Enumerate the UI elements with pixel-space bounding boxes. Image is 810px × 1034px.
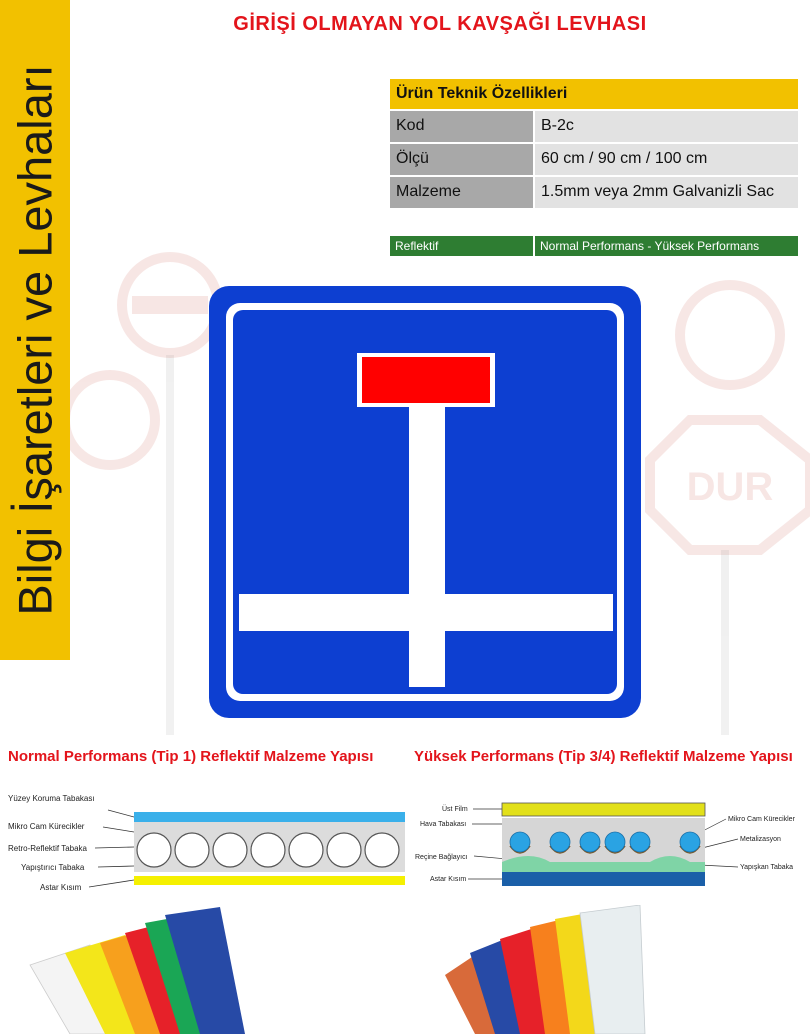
label-metalizasyon: Metalizasyon bbox=[740, 836, 781, 843]
sign-vertical-road bbox=[409, 407, 445, 687]
label-yapiskan-tabaka: Yapışkan Tabaka bbox=[740, 864, 794, 871]
spec-value: Normal Performans - Yüksek Performans bbox=[535, 236, 798, 256]
bg-sign-circle bbox=[680, 285, 780, 385]
side-banner-text: Bilgi İşaretleri ve Levhaları bbox=[8, 64, 62, 616]
sign-red-bar bbox=[362, 357, 490, 403]
bg-sign-circle bbox=[70, 375, 155, 465]
dead-end-junction-sign bbox=[209, 286, 641, 718]
label-astar: Astar Kısım bbox=[40, 883, 82, 892]
label-yuzey-koruma: Yüzey Koruma Tabakası bbox=[8, 794, 95, 803]
spec-key: Reflektif bbox=[390, 236, 533, 256]
spec-value: B-2c bbox=[535, 111, 798, 142]
side-banner bbox=[0, 0, 70, 660]
label-astar-kisim: Astar Kısım bbox=[430, 876, 467, 883]
high-performance-swatches bbox=[435, 905, 665, 1034]
normal-performance-heading: Normal Performans (Tip 1) Reflektif Malzeme Yapısı bbox=[8, 748, 374, 765]
spec-row-olcu bbox=[390, 144, 798, 175]
high-performance-diagram bbox=[410, 780, 810, 895]
spec-key: Ölçü bbox=[390, 144, 533, 175]
spec-table bbox=[390, 79, 798, 208]
label-retro-reflektif: Retro-Reflektif Tabaka bbox=[8, 844, 87, 853]
spec-row-kod bbox=[390, 111, 798, 142]
label-mikro-cam: Mikro Cam Kürecikler bbox=[8, 822, 85, 831]
spec-table-heading: Ürün Teknik Özellikleri bbox=[390, 79, 798, 109]
label-recine-baglayici: Reçine Bağlayıcı bbox=[415, 854, 468, 861]
sign-horizontal-road bbox=[239, 594, 613, 631]
spec-value: 1.5mm veya 2mm Galvanizli Sac bbox=[535, 177, 798, 208]
label-mikro-cam-kurecikler: Mikro Cam Kürecikler bbox=[728, 816, 795, 823]
bg-sign-stop-text: DUR bbox=[686, 465, 774, 509]
normal-performance-swatches bbox=[20, 905, 245, 1034]
label-yapistirici: Yapıştırıcı Tabaka bbox=[21, 863, 85, 872]
spec-key: Malzeme bbox=[390, 177, 533, 208]
spec-value: 60 cm / 90 cm / 100 cm bbox=[535, 144, 798, 175]
label-ust-film: Üst Film bbox=[442, 806, 468, 813]
normal-performance-diagram bbox=[0, 780, 405, 895]
label-hava-tabakasi: Hava Tabakası bbox=[420, 821, 467, 828]
page-title: GİRİŞİ OLMAYAN YOL KAVŞAĞI LEVHASI bbox=[233, 13, 647, 35]
spec-row-malzeme bbox=[390, 177, 798, 208]
high-performance-heading: Yüksek Performans (Tip 3/4) Reflektif Malzeme Yapısı bbox=[414, 748, 793, 765]
spec-key: Kod bbox=[390, 111, 533, 142]
